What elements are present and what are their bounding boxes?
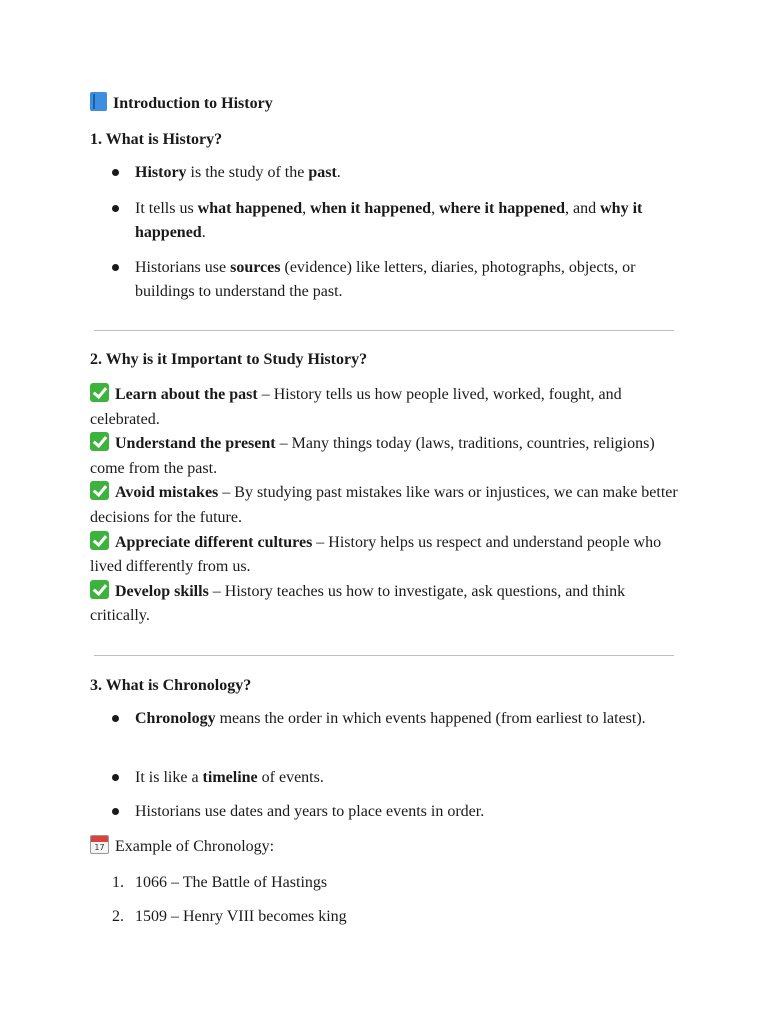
text-run: Historians use dates and years to place events in order. [135,803,485,820]
text-run: It tells us [135,200,198,217]
blue-book-icon [90,92,107,111]
reasons-list [90,383,682,629]
bold-text: where it happened [439,200,566,217]
example-label: 17 Example of Chronology: [90,835,682,859]
list-item [135,256,683,304]
text-run: , and [565,200,601,217]
text-run: , [302,200,311,217]
reason-item [90,383,682,432]
text-run: It is like a [135,769,203,786]
text-run: of events. [257,769,324,786]
bold-text: Learn about the past [115,386,258,403]
text-run: Historians use [135,259,231,276]
bold-text: timeline [202,769,258,786]
check-mark-icon [90,383,109,402]
text-run: . [201,224,206,241]
horizontal-divider [94,330,674,331]
bold-text: Appreciate different cultures [115,533,313,551]
list-item [135,197,683,245]
text-run: – History tells us how people lived, worked, fought, and celebrated. [90,386,622,428]
bold-text: sources [230,259,281,276]
text-run: , [431,200,440,217]
section-heading-what-is-history: 1. What is History? [90,131,223,148]
list-item [135,707,683,731]
calendar-icon: 17 [90,835,109,854]
text-run: . [336,164,341,181]
bold-text: History [135,164,187,181]
bold-text: Understand the present [115,435,276,453]
check-mark-icon [90,481,109,500]
bold-text: Avoid mistakes [115,484,219,502]
bold-text: past [308,164,337,181]
list-number: 1. [112,874,124,891]
check-mark-icon [90,580,109,599]
text-run: – Many things today (laws, traditions, countries, religions) come from the past. [90,435,655,477]
bold-text: Chronology [135,710,216,727]
reason-item [90,580,682,629]
document-title: Introduction to History [90,92,682,116]
check-mark-icon [90,432,109,451]
list-item [135,800,683,824]
text-run: (evidence) like letters, diaries, photographs, objects, or buildings to understand the past. [135,259,636,300]
bold-text: Develop skills [115,582,209,600]
reason-item [90,531,682,580]
bullet-dot [112,197,122,207]
reason-item [90,481,682,530]
horizontal-divider [94,655,674,656]
bullet-dot [112,161,122,171]
bold-text: what happened [197,200,303,217]
text-run: means the order in which events happened (from earliest to latest). [215,710,646,727]
list-item: 1066 – The Battle of Hastings [135,874,328,891]
bold-text: when it happened [310,200,432,217]
text-run: – By studying past mistakes like wars or injustices, we can make better decisions for the future. [90,484,678,526]
bold-text: why it happened [135,200,643,241]
bullet-dot [112,800,122,810]
bullet-dot [112,707,122,717]
bullet-dot [112,766,122,776]
bullet-dot [112,256,122,266]
check-mark-icon [90,531,109,550]
list-item [135,766,683,790]
text-run: – History teaches us how to investigate, ask questions, and think critically. [90,582,626,625]
list-item [135,161,683,185]
list-item: 1509 – Henry VIII becomes king [135,908,347,925]
list-number: 2. [112,908,124,925]
section-heading-why-study-history: 2. Why is it Important to Study History? [90,351,368,368]
reason-item [90,432,682,481]
text-run: is the study of the [186,164,309,181]
section-heading-what-is-chronology: 3. What is Chronology? [90,677,252,694]
text-run: – History helps us respect and understand people who lived differently from us. [90,533,662,576]
